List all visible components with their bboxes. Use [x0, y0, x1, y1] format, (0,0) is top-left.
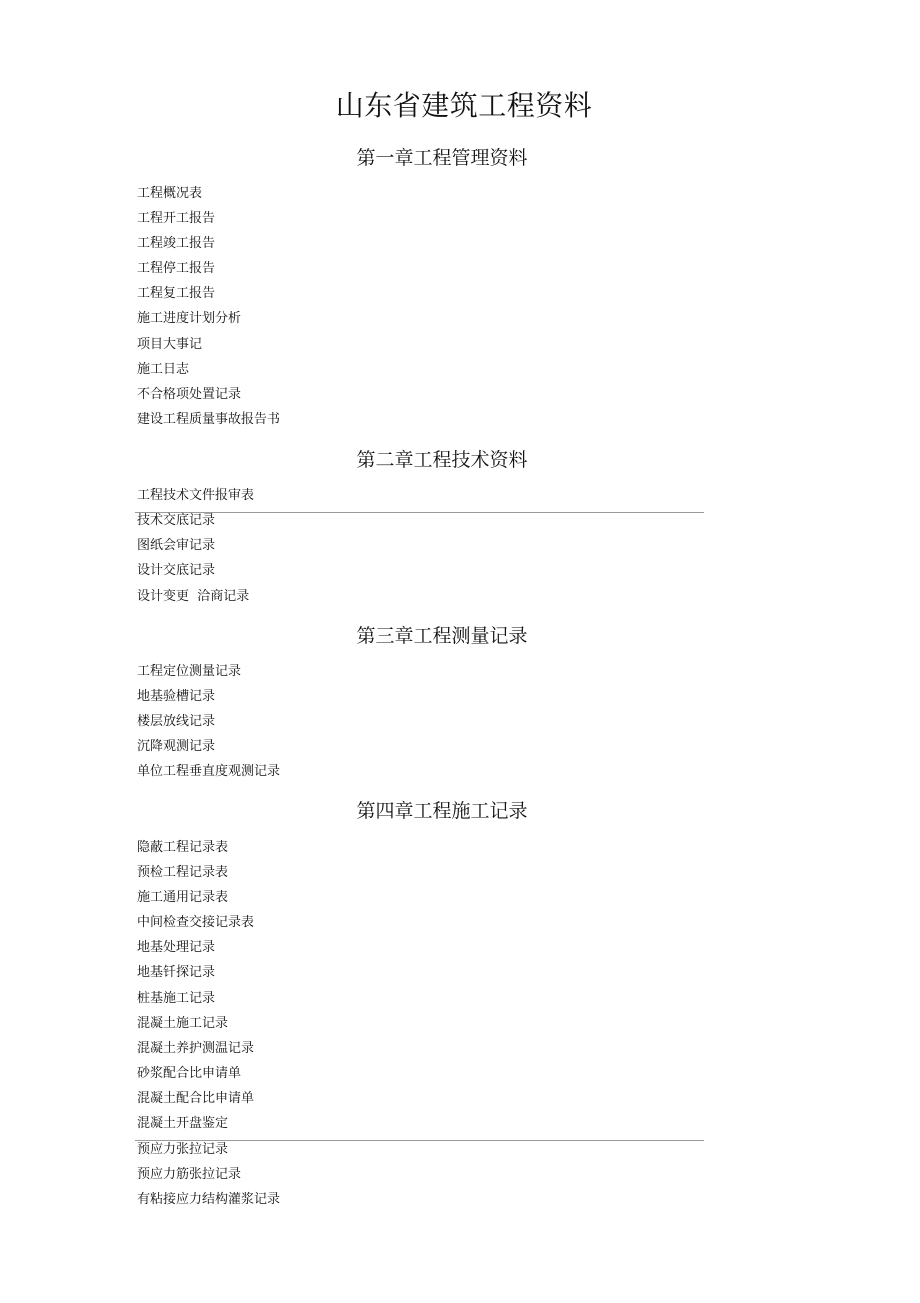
list-item: 预应力张拉记录: [137, 1142, 229, 1157]
list-item: 沉降观测记录: [137, 739, 216, 754]
list-item: 楼层放线记录: [137, 714, 216, 729]
list-item: 工程开工报告: [137, 211, 216, 226]
list-item: 工程复工报告: [137, 286, 216, 301]
list-item: 混凝土养护测温记录: [137, 1041, 255, 1056]
chapter-4-title: 第四章工程施工记录: [356, 800, 528, 822]
chapter-3-title: 第三章工程测量记录: [356, 625, 528, 647]
list-item: 项目大事记: [137, 337, 203, 352]
list-item: 单位工程垂直度观测记录: [137, 764, 281, 779]
list-item: 图纸会审记录: [137, 538, 216, 553]
list-item: 施工日志: [137, 362, 190, 377]
list-item: 工程概况表: [137, 186, 203, 201]
list-item: 工程技术文件报审表: [137, 488, 255, 503]
list-item: 混凝土开盘鉴定: [137, 1116, 229, 1131]
list-item: 地基验槽记录: [137, 689, 216, 704]
chapter-2-title: 第二章工程技术资料: [356, 449, 528, 471]
list-item: 建设工程质量事故报告书: [137, 412, 281, 427]
list-item: 中间检查交接记录表: [137, 915, 255, 930]
list-item: 混凝土配合比申请单: [137, 1091, 255, 1106]
divider-line: [135, 512, 704, 513]
chapter-1-title: 第一章工程管理资料: [356, 147, 528, 169]
list-item: 砂浆配合比申请单: [137, 1066, 242, 1081]
list-item: 桩基施工记录: [137, 991, 216, 1006]
list-item: 隐蔽工程记录表: [137, 840, 229, 855]
list-item: 施工进度计划分析: [137, 311, 242, 326]
list-item: 工程竣工报告: [137, 236, 216, 251]
list-item: 地基处理记录: [137, 940, 216, 955]
list-item: 地基钎探记录: [137, 965, 216, 980]
list-item: 设计变更 洽商记录: [137, 589, 250, 604]
list-item: 技术交底记录: [137, 513, 216, 528]
list-item: 混凝土施工记录: [137, 1016, 229, 1031]
list-item: 不合格项处置记录: [137, 387, 242, 402]
list-item: 有粘接应力结构灌浆记录: [137, 1192, 281, 1207]
list-item: 预应力筋张拉记录: [137, 1167, 242, 1182]
document-title: 山东省建筑工程资料: [335, 89, 593, 122]
list-item: 预检工程记录表: [137, 865, 229, 880]
list-item: 工程停工报告: [137, 261, 216, 276]
list-item: 工程定位测量记录: [137, 664, 242, 679]
list-item: 施工通用记录表: [137, 890, 229, 905]
list-item: 设计交底记录: [137, 563, 216, 578]
